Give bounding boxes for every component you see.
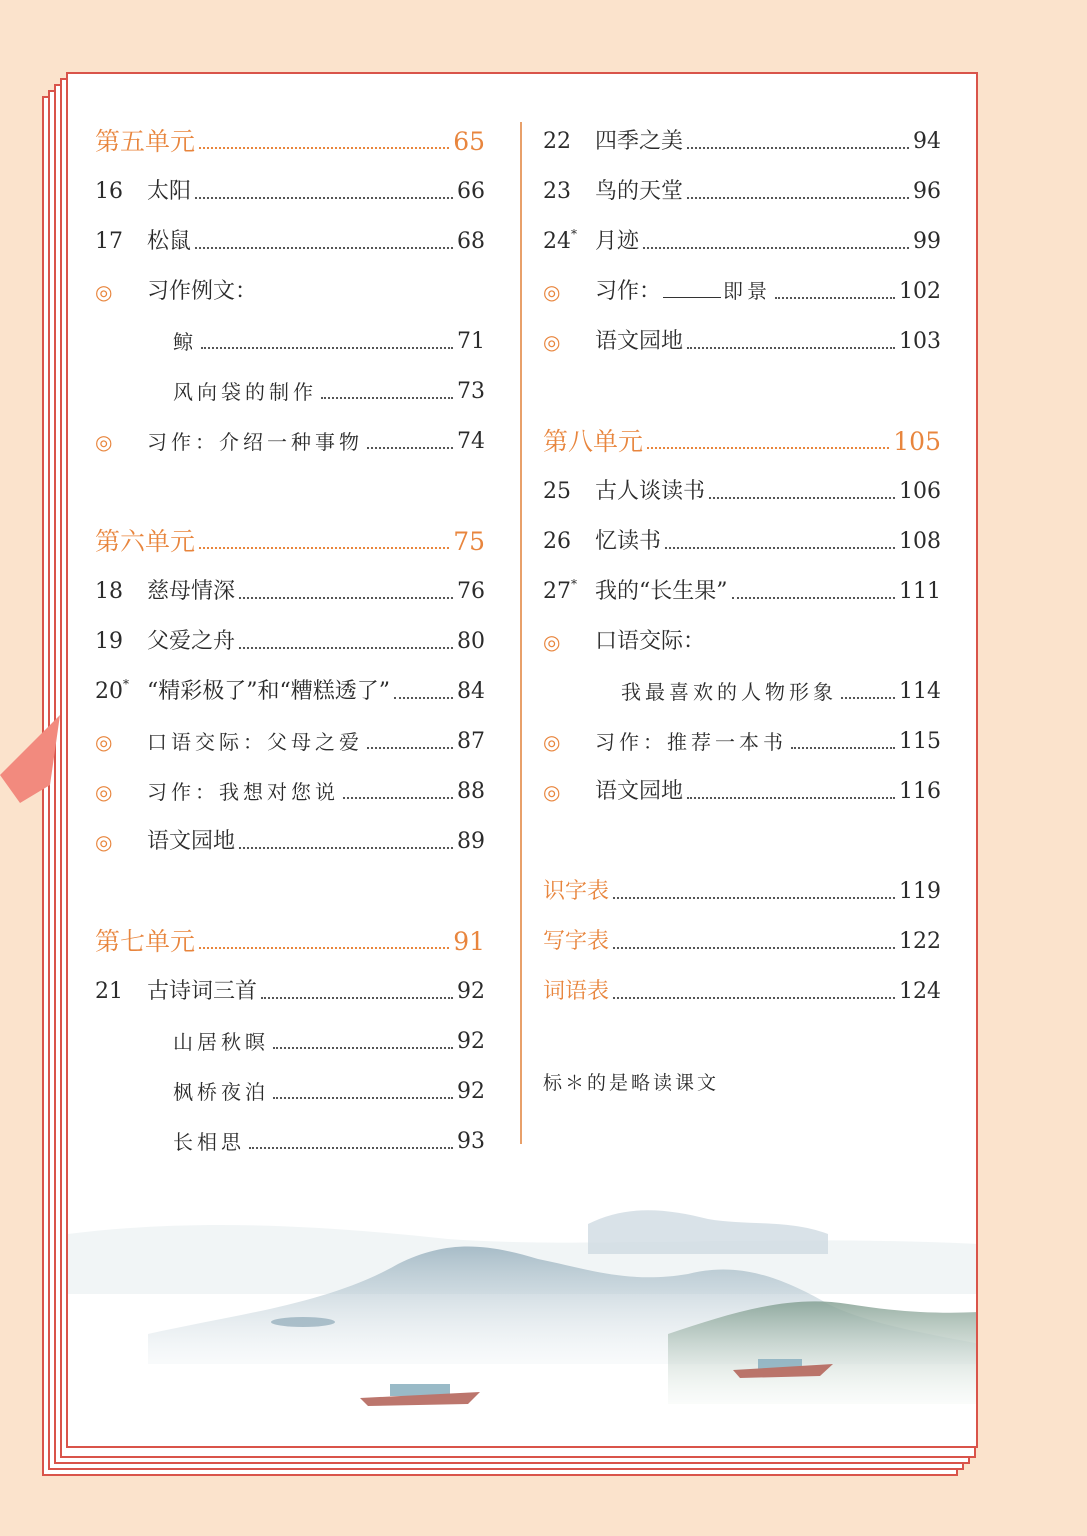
lesson-number: [95, 628, 147, 656]
page-number: 75: [453, 527, 485, 556]
section-mark-icon: ◎: [543, 630, 561, 654]
toc-entry-title: 风向袋的制作: [173, 380, 317, 404]
toc-entry-title: 父爱之舟: [147, 629, 236, 654]
lesson-number-text: 17: [95, 229, 123, 254]
page-number: 68: [457, 229, 485, 254]
page-number: 108: [899, 529, 941, 554]
page-number: 96: [913, 179, 941, 204]
toc-unit-row[interactable]: [95, 916, 485, 956]
dotted-leader: [687, 197, 909, 199]
toc-lesson-row[interactable]: [95, 166, 485, 206]
toc-entry-title: 月迹: [595, 229, 640, 254]
toc-appendix-row[interactable]: [543, 916, 941, 956]
section-mark-icon: ◎: [543, 730, 561, 754]
page-number: 94: [913, 129, 941, 154]
lesson-number: [95, 978, 147, 1006]
page-number: 71: [457, 329, 485, 354]
section-mark-icon: ◎: [95, 780, 113, 804]
toc-lesson-row[interactable]: [543, 116, 941, 156]
toc-entry-title: [595, 277, 771, 306]
dotted-leader: [687, 147, 909, 149]
dotted-leader: [249, 1147, 453, 1149]
toc-lesson-row[interactable]: [95, 666, 485, 706]
toc-entry-title: 太阳: [147, 179, 192, 204]
lesson-number-text: 22: [543, 129, 571, 154]
dotted-leader: [709, 497, 895, 499]
lesson-number-text: 16: [95, 179, 123, 204]
toc-lesson-row[interactable]: [543, 166, 941, 206]
toc-lesson-row[interactable]: [95, 566, 485, 606]
page-number: 111: [899, 579, 941, 604]
toc-sub-row[interactable]: [543, 666, 941, 706]
toc-entry-title: 长相思: [173, 1130, 245, 1154]
toc-entry-title: 口语交际：父母之爱: [147, 730, 363, 754]
dotted-leader: [201, 347, 453, 349]
boat-left: [360, 1384, 480, 1406]
toc-entry-title: 语文园地: [595, 329, 684, 354]
toc-unit-row[interactable]: [95, 116, 485, 156]
title-suffix: 即景: [723, 279, 772, 303]
page-number: 115: [899, 729, 941, 754]
toc-entry-title: 山居秋暝: [173, 1030, 269, 1054]
toc-entry-title: 古诗词三首: [147, 979, 258, 1004]
optional-reading-star: *: [123, 677, 129, 691]
lesson-number: [95, 228, 147, 256]
toc-entry-title: 忆读书: [595, 529, 662, 554]
lesson-number: [543, 178, 595, 206]
dotted-leader: [321, 397, 453, 399]
toc-entry-title: 松鼠: [147, 229, 192, 254]
toc-entry-title: 第五单元: [95, 127, 196, 156]
toc-entry-title: 识字表: [543, 879, 610, 904]
page-number: 84: [457, 679, 485, 704]
dotted-leader: [791, 747, 895, 749]
toc-section-row[interactable]: [543, 316, 941, 356]
toc-lesson-row[interactable]: [543, 566, 941, 606]
toc-lesson-row[interactable]: [95, 966, 485, 1006]
toc-entry-title: “精彩极了”和“糟糕透了”: [147, 679, 390, 704]
dotted-leader: [732, 597, 896, 599]
dotted-leader: [239, 647, 453, 649]
toc-section-row[interactable]: [543, 266, 941, 306]
dotted-leader: [199, 147, 449, 149]
section-mark-icon: ◎: [543, 330, 561, 354]
toc-appendix-row[interactable]: [543, 966, 941, 1006]
page-number: 103: [899, 329, 941, 354]
dotted-leader: [199, 947, 449, 949]
toc-entry-title: 鸟的天堂: [595, 179, 684, 204]
toc-sub-row[interactable]: [95, 366, 485, 406]
toc-section-row[interactable]: [95, 816, 485, 856]
landscape-illustration: [68, 1164, 978, 1448]
section-mark-icon: ◎: [95, 830, 113, 854]
toc-unit-row[interactable]: [95, 516, 485, 556]
lesson-number-text: 18: [95, 579, 123, 604]
lesson-number: [95, 178, 147, 206]
section-mark-icon: ◎: [95, 280, 113, 304]
dotted-leader: [367, 447, 453, 449]
toc-entry-title: 口语交际：: [595, 629, 706, 654]
page-number: 91: [453, 927, 485, 956]
bookmark-ribbon: [0, 715, 70, 805]
dotted-leader: [687, 797, 895, 799]
page-number: 87: [457, 729, 485, 754]
page-number: 93: [457, 1129, 485, 1154]
toc-entry-title: 第七单元: [95, 927, 196, 956]
toc-section-row[interactable]: [543, 716, 941, 756]
toc-entry-title: 第六单元: [95, 527, 196, 556]
toc-lesson-row[interactable]: [543, 466, 941, 506]
toc-entry-title: 词语表: [543, 979, 610, 1004]
toc-entry-title: 习作：我想对您说: [147, 780, 339, 804]
toc-page: [66, 72, 978, 1448]
toc-entry-title: 习作：推荐一本书: [595, 730, 787, 754]
lesson-number: [543, 578, 595, 606]
toc-entry-title: 我的“长生果”: [595, 579, 728, 604]
section-mark-icon: ◎: [543, 780, 561, 804]
toc-entry-title: 鲸: [173, 330, 197, 354]
toc-entry-title: 第八单元: [543, 427, 644, 456]
page-number: 73: [457, 379, 485, 404]
dotted-leader: [273, 1047, 453, 1049]
dotted-leader: [394, 697, 453, 699]
dotted-leader: [273, 1097, 453, 1099]
toc-entry-title: 写字表: [543, 929, 610, 954]
toc-sub-row[interactable]: [95, 1116, 485, 1156]
page-number: 89: [457, 829, 485, 854]
page-number: 66: [457, 179, 485, 204]
dotted-leader: [239, 847, 453, 849]
lesson-number: [95, 578, 147, 606]
toc-sub-row[interactable]: [95, 1066, 485, 1106]
toc-lesson-row[interactable]: [543, 216, 941, 256]
title-prefix: 习作：: [595, 279, 662, 304]
page-number: 114: [899, 679, 941, 704]
dotted-leader: [643, 247, 909, 249]
page-number: 122: [899, 929, 941, 954]
toc-entry-title: 枫桥夜泊: [173, 1080, 269, 1104]
toc-lesson-row[interactable]: [543, 516, 941, 556]
page-number: 92: [457, 979, 485, 1004]
toc-section-row[interactable]: [95, 416, 485, 456]
dotted-leader: [841, 697, 895, 699]
lesson-number-text: 23: [543, 179, 571, 204]
footnote: 标＊的是略读课文: [543, 1072, 720, 1094]
toc-unit-row[interactable]: [543, 416, 941, 456]
toc-entry-title: 语文园地: [595, 779, 684, 804]
page-number: 92: [457, 1029, 485, 1054]
dotted-leader: [195, 247, 453, 249]
lesson-number-text: 25: [543, 479, 571, 504]
toc-entry-title: 语文园地: [147, 829, 236, 854]
page-number: 80: [457, 629, 485, 654]
toc-entry-title: 习作：介绍一种事物: [147, 430, 363, 454]
lesson-number-text: 19: [95, 629, 123, 654]
page-number: 99: [913, 229, 941, 254]
toc-section-row[interactable]: [95, 766, 485, 806]
toc-entry-title: 慈母情深: [147, 579, 236, 604]
toc-entry-title: 古人谈读书: [595, 479, 706, 504]
toc-section-row[interactable]: [95, 266, 485, 306]
toc-appendix-row[interactable]: [543, 866, 941, 906]
dotted-leader: [775, 297, 895, 299]
dotted-leader: [665, 547, 895, 549]
toc-entry-title: 习作例文：: [147, 279, 258, 304]
dotted-leader: [613, 947, 895, 949]
toc-section-row[interactable]: [543, 616, 941, 656]
dotted-leader: [613, 897, 895, 899]
toc-section-row[interactable]: [543, 766, 941, 806]
dotted-leader: [367, 747, 453, 749]
page-number: 65: [453, 127, 485, 156]
lesson-number-text: 27: [543, 579, 571, 604]
lesson-number: [95, 678, 147, 706]
toc-lesson-row[interactable]: [95, 616, 485, 656]
dotted-leader: [195, 197, 453, 199]
page-number: 92: [457, 1079, 485, 1104]
page-number: 88: [457, 779, 485, 804]
page-number: 124: [899, 979, 941, 1004]
page-number: 76: [457, 579, 485, 604]
section-mark-icon: ◎: [95, 730, 113, 754]
toc-section-row[interactable]: [95, 716, 485, 756]
page-number: 119: [899, 879, 941, 904]
lesson-number-text: 24: [543, 229, 571, 254]
page-number: 116: [899, 779, 941, 804]
page-number: 74: [457, 429, 485, 454]
lesson-number: [543, 478, 595, 506]
column-divider: [520, 122, 522, 1144]
lesson-number-text: 26: [543, 529, 571, 554]
dotted-leader: [343, 797, 453, 799]
lesson-number-text: 20: [95, 679, 123, 704]
toc-entry-title: 四季之美: [595, 129, 684, 154]
toc-sub-row[interactable]: [95, 316, 485, 356]
section-mark-icon: ◎: [543, 280, 561, 304]
optional-reading-star: *: [571, 577, 577, 591]
optional-reading-star: *: [571, 227, 577, 241]
dotted-leader: [647, 447, 889, 449]
toc-sub-row[interactable]: [95, 1016, 485, 1056]
fill-in-blank: [663, 279, 721, 298]
toc-lesson-row[interactable]: [95, 216, 485, 256]
lesson-number-text: 21: [95, 979, 123, 1004]
toc-entry-title: 我最喜欢的人物形象: [621, 680, 837, 704]
dotted-leader: [239, 597, 453, 599]
page-number: 105: [893, 427, 941, 456]
lesson-number: [543, 128, 595, 156]
dotted-leader: [687, 347, 895, 349]
lesson-number: [543, 228, 595, 256]
page-number: 102: [899, 279, 941, 304]
dotted-leader: [613, 997, 895, 999]
section-mark-icon: ◎: [95, 430, 113, 454]
dotted-leader: [261, 997, 453, 999]
dotted-leader: [199, 547, 449, 549]
lesson-number: [543, 528, 595, 556]
page-number: 106: [899, 479, 941, 504]
